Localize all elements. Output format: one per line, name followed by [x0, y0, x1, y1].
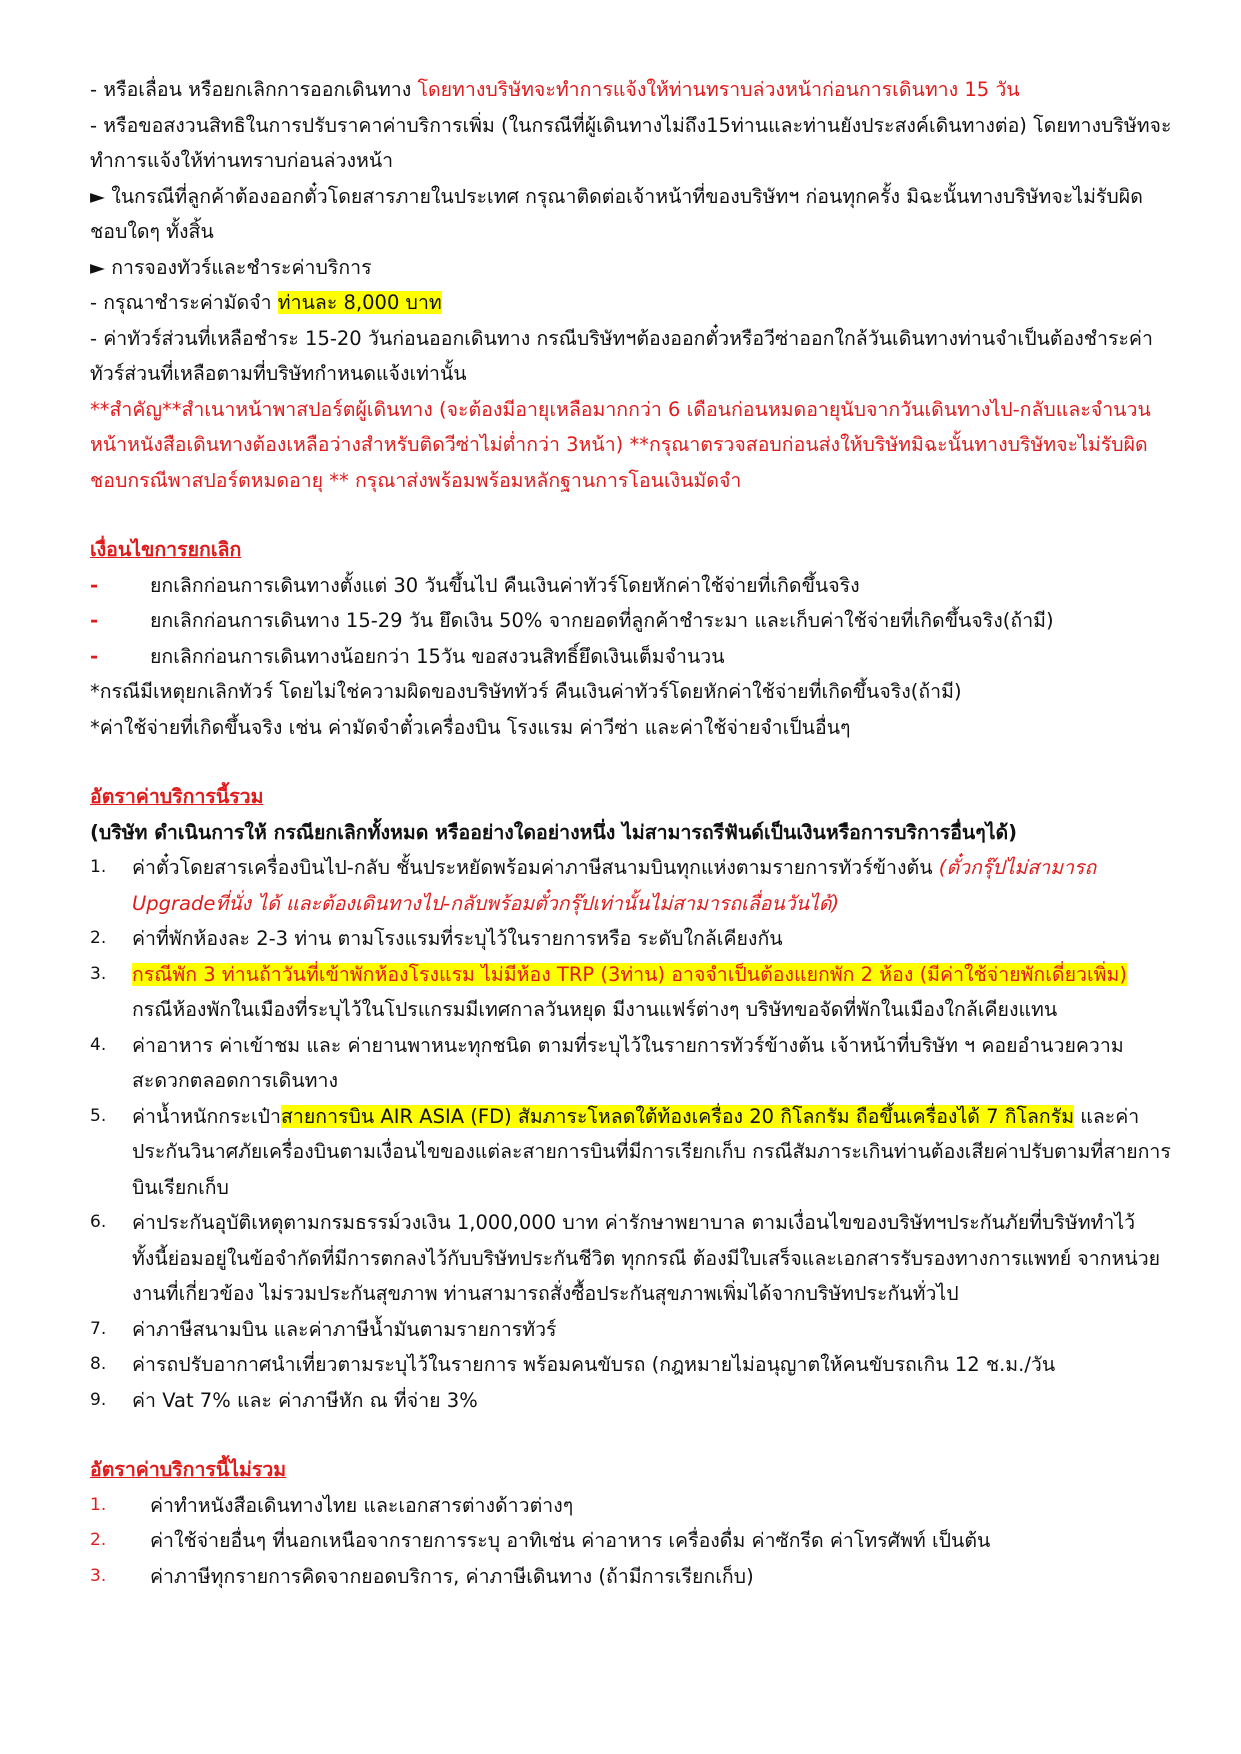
included-item-text: ค่าประกันอุบัติเหตุตามกรมธรรม์วงเงิน 1,000,000 บาท ค่ารักษาพยาบาล ตามเงื่อนไขของบริษัทฯประกันภัยที่บริษัททำไว้ ทั้งนี้ย่อมอยู่ในข้อจำกัดที่มีการตกลงไว้กับบริษัทประกันชีวิต ทุกกรณี ต้องมีใบเสร็จและเอกสารรับรองทางการแพทย์ จากหน่วยงานที่เกี่ยวข้อง ไม่รวมประกันสุขภาพ ท่านสามารถสั่งซื้อประกันสุขภาพเพิ่มได้จากบริษัทประกันทั่วไป [132, 1211, 1161, 1305]
intro-line-1 [90, 72, 1172, 108]
item-number: 2. [90, 1530, 107, 1550]
spacer [90, 498, 1172, 532]
baggage-highlight: สายการบิน AIR ASIA (FD) สัมภาระโหลดใต้ท้องเครื่อง 20 กิโลกรัม ถือขึ้นเครื่องได้ 7 กิโลกรัม [281, 1104, 1075, 1128]
included-subheading: (บริษัท ดำเนินการให้ กรณียกเลิกทั้งหมด หรืออย่างใดอย่างหนึ่ง ไม่สามารถรีฟันด์เป็นเงินหรือการบริการอื่นๆได้) [90, 820, 1018, 844]
included-item-text: ค่าที่พักห้องละ 2-3 ท่าน ตามโรงแรมที่ระบุไว้ในรายการหรือ ระดับใกล้เคียงกัน [132, 927, 783, 950]
cancel-note-2: *ค่าใช้จ่ายที่เกิดขึ้นจริง เช่น ค่ามัดจำตั๋วเครื่องบิน โรงแรม ค่าวีซ่า และค่าใช้จ่ายจำเป็นอื่นๆ [90, 715, 851, 739]
item-number: 6. [90, 1212, 107, 1232]
included-item-text: กรณีห้องพักในเมืองที่ระบุไว้ในโปรแกรมมีเทศกาลวันหยุด มีงานแฟร์ต่างๆ บริษัทขอจัดที่พักในเมืองใกล้เคียงแทน [132, 998, 1058, 1021]
item-number: 9. [90, 1389, 107, 1410]
intro-line-1-notice: โดยทางบริษัทจะทำการแจ้งให้ท่านทราบล่วงหน้าก่อนการเดินทาง 15 วัน [417, 78, 1020, 101]
cancel-item [90, 568, 1172, 604]
included-item-text: ค่า Vat 7% และ ค่าภาษีหัก ณ ที่จ่าย 3% [132, 1388, 478, 1412]
cancel-item-text: ยกเลิกก่อนการเดินทางตั้งแต่ 30 วันขึ้นไป คืนเงินค่าทัวร์โดยหักค่าใช้จ่ายที่เกิดขึ้นจริง [150, 573, 860, 597]
item-number: 3. [90, 963, 107, 984]
cancel-item [90, 603, 1172, 639]
deposit-amount: ท่านละ 8,000 บาท [277, 291, 442, 314]
excluded-heading: อัตราค่าบริการนี้ไม่รวม [90, 1458, 287, 1481]
included-item-text: ค่าน้ำหนักกระเป๋า [132, 1104, 282, 1128]
included-item-text: ค่ารถปรับอากาศนำเที่ยวตามระบุไว้ในรายการ พร้อมคนขับรถ (กฎหมายไม่อนุญาตให้คนขับรถเกิน 12 ช.ม./วัน [132, 1353, 1056, 1376]
item-number: 8. [90, 1354, 107, 1374]
document-content [90, 72, 1172, 1594]
intro-line-6: - ค่าทัวร์ส่วนที่เหลือชำระ 15-20 วันก่อนออกเดินทาง กรณีบริษัทฯต้องออกตั๋วหรือวีซ่าออกใกล้วันเดินทางท่านจำเป็นต้องชำระค่าทัวร์ส่วนที่เหลือตามที่บริษัทกำหนดแจ้งเท่านั้น [90, 326, 1153, 385]
included-heading: อัตราค่าบริการนี้รวม [90, 785, 264, 808]
included-item-text: ค่าตั๋วโดยสารเครื่องบินไป-กลับ ชั้นประหยัดพร้อมค่าภาษีสนามบินทุกแห่งตามรายการทัวร์ข้างต้น [132, 856, 939, 879]
item-number: 3. [90, 1565, 107, 1586]
item-number: 5. [90, 1105, 107, 1126]
dash-marker: - [90, 609, 99, 632]
spacer [90, 745, 1172, 779]
excluded-item [90, 1559, 1172, 1595]
included-item [90, 1205, 1172, 1312]
cancel-item-text: ยกเลิกก่อนการเดินทาง 15-29 วัน ยึดเงิน 50% จากยอดที่ลูกค้าชำระมา และเก็บค่าใช้จ่ายที่เกิดขึ้นจริง(ถ้ามี) [150, 609, 1054, 632]
intro-line-1-text: - หรือเลื่อน หรือยกเลิกการออกเดินทาง [90, 78, 418, 101]
dash-marker: - [90, 573, 99, 597]
included-item [90, 1028, 1172, 1099]
excluded-item [90, 1488, 1172, 1524]
excluded-item [90, 1523, 1172, 1559]
cancel-item-text: ยกเลิกก่อนการเดินทางน้อยกว่า 15วัน ขอสงวนสิทธิ์ยึดเงินเต็มจำนวน [150, 644, 725, 668]
excluded-item-text: ค่าภาษีทุกรายการคิดจากยอดบริการ, ค่าภาษีเดินทาง (ถ้ามีการเรียกเก็บ) [150, 1564, 754, 1588]
intro-line-5 [90, 285, 1172, 321]
excluded-item-text: ค่าใช้จ่ายอื่นๆ ที่นอกเหนือจากรายการระบุ อาทิเช่น ค่าอาหาร เครื่องดื่ม ค่าซักรีด ค่าโทรศัพท์ เป็นต้น [150, 1529, 991, 1552]
included-item-text: ค่าภาษีสนามบิน และค่าภาษีน้ำมันตามรายการทัวร์ [132, 1317, 557, 1341]
important-passport-note: **สำคัญ**สำเนาหน้าพาสปอร์ตผู้เดินทาง (จะต้องมีอายุเหลือมากกว่า 6 เดือนก่อนหมดอายุนับจากวันเดินทางไป-กลับและจำนวนหน้าหนังสือเดินทางต้องเหลือว่างสำหรับติดวีซ่าไม่ต่ำกว่า 3หน้า) **กรุณาตรวจสอบก่อนส่งให้บริษัทมิฉะนั้นทางบริษัทจะไม่รับผิดชอบกรณีพาสปอร์ตหมดอายุ ** กรุณาส่งพร้อมพร้อมหลักฐานการโอนเงินมัดจำ [90, 397, 1151, 492]
item-number: 4. [90, 1034, 107, 1055]
spacer [90, 1418, 1172, 1452]
item-number: 1. [90, 857, 107, 877]
included-item [90, 1099, 1172, 1206]
included-item [90, 957, 1172, 1028]
item-number: 2. [90, 928, 107, 948]
included-item-highlight: กรณีพัก 3 ท่านถ้าวันที่เข้าพักห้องโรงแรม ไม่มีห้อง TRP (3ท่าน) อาจจำเป็นต้องแยกพัก 2 ห้อง (มีค่าใช้จ่ายพักเดี่ยวเพิ่ม) [132, 962, 1127, 986]
included-item [90, 1312, 1172, 1348]
dash-marker: - [90, 644, 99, 668]
intro-line-4: ► การจองทัวร์และชำระค่าบริการ [90, 255, 372, 279]
item-number: 7. [90, 1318, 107, 1339]
included-item [90, 850, 1172, 921]
included-item-note: (ตั๋วกรุ๊ปไม่สามารถ Upgradeที่นั่ง ได้ และต้องเดินทางไป-กลับพร้อมตั๋วกรุ๊ปเท่านั้นไม่สามารถเลื่อนวันได้) [132, 856, 1097, 915]
item-number: 1. [90, 1494, 107, 1515]
cancel-heading: เงื่อนไขการยกเลิก [90, 538, 242, 561]
deposit-label: - กรุณาชำระค่ามัดจำ [90, 291, 278, 314]
excluded-item-text: ค่าทำหนังสือเดินทางไทย และเอกสารต่างด้าวต่างๆ [150, 1493, 574, 1517]
included-item-text: ค่าอาหาร ค่าเข้าชม และ ค่ายานพาหนะทุกชนิด ตามที่ระบุไว้ในรายการทัวร์ข้างต้น เจ้าหน้าที่บริษัท ฯ คอยอำนวยความสะดวกตลอดการเดินทาง [132, 1033, 1124, 1092]
included-item [90, 1383, 1172, 1419]
included-item [90, 921, 1172, 957]
included-item [90, 1347, 1172, 1383]
included-item-text: และค่าประกันวินาศภัยเครื่องบินตามเงื่อนไขของแต่ละสายการบินที่มีการเรียกเก็บ กรณีสัมภาระเกินท่านต้องเสียค่าปรับตามที่สายการบินเรียกเก็บ [132, 1104, 1171, 1199]
intro-line-2: - หรือขอสงวนสิทธิในการปรับราคาค่าบริการเพิ่ม (ในกรณีที่ผู้เดินทางไม่ถึง15ท่านและท่านยังประสงค์เดินทางต่อ) โดยทางบริษัทจะทำการแจ้งให้ท่านทราบก่อนล่วงหน้า [90, 113, 1172, 172]
cancel-note-1: *กรณีมีเหตุยกเลิกทัวร์ โดยไม่ใช่ความผิดของบริษัททัวร์ คืนเงินค่าทัวร์โดยหักค่าใช้จ่ายที่เกิดขึ้นจริง(ถ้ามี) [90, 680, 962, 703]
cancel-item [90, 639, 1172, 675]
intro-line-3: ► ในกรณีที่ลูกค้าต้องออกตั๋วโดยสารภายในประเทศ กรุณาติดต่อเจ้าหน้าที่ของบริษัทฯ ก่อนทุกครั้ง มิฉะนั้นทางบริษัทจะไม่รับผิดชอบใดๆ ทั้งสิ้น [90, 184, 1143, 243]
